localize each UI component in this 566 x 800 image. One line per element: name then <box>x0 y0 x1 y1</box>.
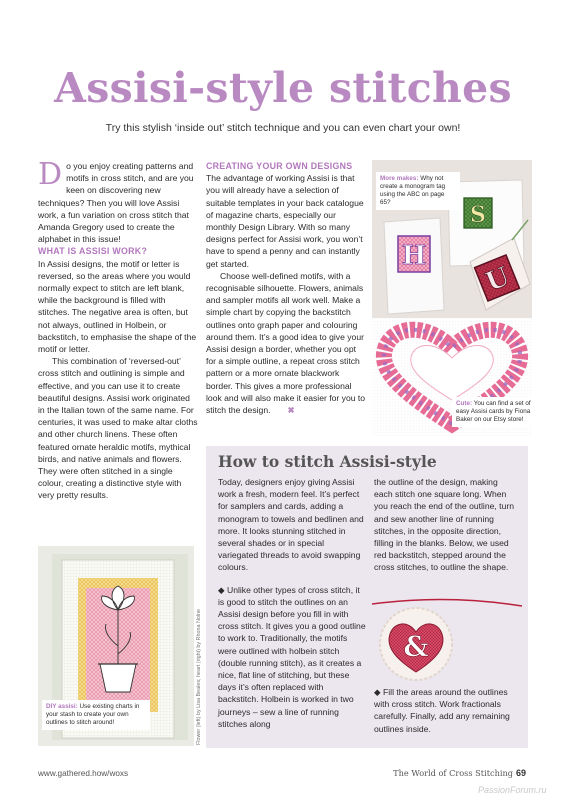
how-to-column-1 <box>218 476 366 730</box>
how-to-paragraph-3: the outline of the design, making each stitch one square long. When you reach the end of the outline, turn and sew another line of running stitches, in the opposite direction, filling in the blanks. Below, we used red backstitch, stepped around the cross stitches, to outline the shape. <box>374 477 514 573</box>
ampersand-illustration <box>372 592 522 688</box>
middle-paragraph-1: The advantage of working Assisi is that you will already have a selection of suitable templates in your back catalogue of magazine charts, especially our monthly Design Library. With so many designs perfect for Assisi work, you won’t have to spend a penny and can instantly get started. <box>206 173 364 269</box>
ampersand-glyph: & <box>403 630 429 663</box>
watermark: PassionForum.ru <box>478 785 547 795</box>
how-to-paragraph-2: ◆ Unlike other types of cross stitch, it is good to stitch the outlines on an Assisi design before you fill in with cross stitch. It gives you a good outline to work to. Traditionally, the motifs were outlined with holbein stitch (double running stitch), as it creates a nice, flat line of stitching, but these days it’s often replaced with backstitch. Holbein is worked in two journeys – sew a line of running stitches along <box>218 584 366 729</box>
middle-paragraph-2: Choose well-defined motifs, with a recognisable silhouette. Flowers, animals and sampler motifs all work well. Make a simple chart by copying the backstitch outlines onto graph paper and colouring around them. It’s a good idea to give your Assisi design a border, whether you opt for a simple outline, a repeat cross stitch pattern or a more ornate blackwork border. This gives a more professional look and will also make it easier for you to stitch the design. ✖ <box>206 270 366 416</box>
cute-caption: Cute: You can find a set of easy Assisi cards by Fiona Baker on our Etsy store! <box>452 397 536 427</box>
left-paragraph-2: This combination of ‘reversed-out’ cross stitch and outlining is simple and effective, and you can use it to create beautiful designs. Assisi work originated in the Italian town of the same name. For centuries, it was used to make altar cloths and other church linens. These often featured ornate heraldic motifs, mythical birds, and native animals and flowers. They were often stitched in a single colour, creating a distinctive style with very pretty results. <box>38 356 198 501</box>
letter-u: U <box>481 261 514 299</box>
letter-h: H <box>401 241 427 271</box>
photo-credit: Flower (left) by Lisa Beales; heart (right) by Rhona Nolne <box>196 608 202 745</box>
intro-paragraph: Do you enjoy creating patterns and motifs in cross stitch, and are you keen on discovering new techniques? Then you will love Assisi work, a fun variation on cross stitch that Amanda Gregory used to create the alphabet in this issue! <box>38 157 194 245</box>
drop-cap: D <box>38 157 63 192</box>
footer-url[interactable]: www.gathered.how/woxs <box>38 769 129 778</box>
diy-caption: DIY assisi: Use existing charts in your stash to create your own outlines to stitch around! <box>42 700 150 730</box>
how-to-column-2b <box>374 686 522 735</box>
ampersand-photo <box>372 592 522 688</box>
left-paragraph-1: In Assisi designs, the motif or letter is reversed, so the areas where you would normally expect to stitch are left blank, while the background is filled with stitches. The negative area is often, but not always, outlined in Holbein, or backstitch, to emphasise the shape of the motif or letter. <box>38 258 197 355</box>
footer-magazine: The World of Cross Stitching 69 <box>393 768 526 778</box>
heading-creating-designs: CREATING YOUR OWN DESIGNS <box>206 161 353 171</box>
letter-s: S <box>470 202 486 228</box>
page-subtitle: Try this stylish ‘inside out’ stitch technique and you can even chart your own! <box>105 122 461 134</box>
how-to-title: How to stitch Assisi-style <box>218 452 437 471</box>
how-to-paragraph-4: ◆ Fill the areas around the outlines with cross stitch. Work fractionals carefully. Finally, add any remaining outlines inside. <box>374 687 510 734</box>
how-to-paragraph-1: Today, designers enjoy giving Assisi work a fresh, modern feel. It’s perfect for samplers and cards, adding a monogram to towels and bedlinen and more. It looks stunning stitched in several shades or in special variegated threads to avoid swapping colours. <box>218 477 364 573</box>
page-number: 69 <box>515 768 526 778</box>
heading-what-is-assisi: WHAT IS ASSISI WORK? <box>38 246 148 257</box>
page-title: Assisi-style stitches <box>54 64 512 112</box>
end-mark-icon: ✖ <box>287 405 295 416</box>
how-to-column-2 <box>374 476 518 574</box>
middle-column <box>206 160 368 416</box>
left-column <box>38 157 198 502</box>
more-makes-caption: More makes: Why not create a monogram tag using the ABC on page 65? <box>376 172 460 210</box>
